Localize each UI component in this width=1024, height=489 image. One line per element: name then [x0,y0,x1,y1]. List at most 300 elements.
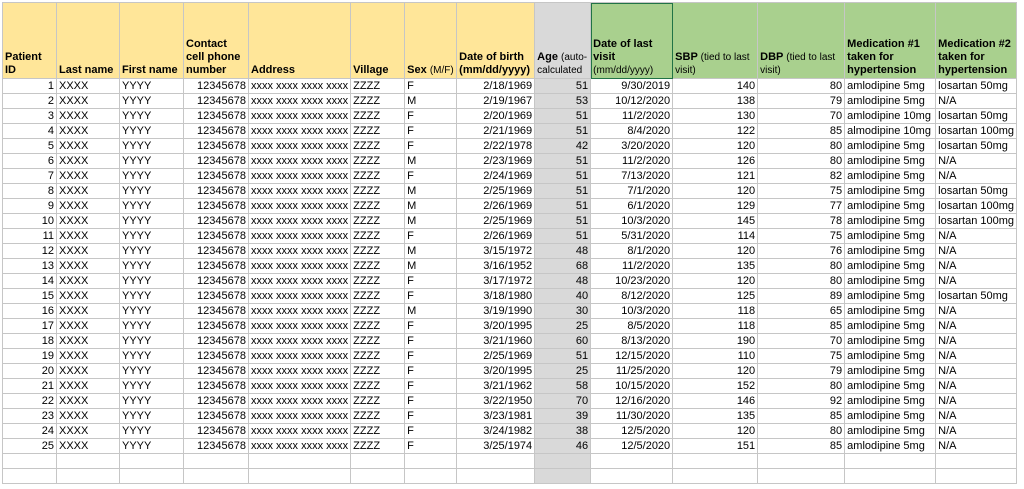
empty-cell[interactable] [758,469,845,484]
empty-cell[interactable] [57,454,120,469]
cell-contact[interactable]: 12345678 [184,154,249,169]
cell-medication-1[interactable]: amlodipine 5mg [845,154,936,169]
cell-contact[interactable]: 12345678 [184,94,249,109]
cell-patient-id[interactable]: 25 [3,439,57,454]
cell-dob[interactable]: 2/19/1967 [457,94,535,109]
cell-last-name[interactable]: XXXX [57,169,120,184]
cell-dbp[interactable]: 79 [758,364,845,379]
cell-sbp[interactable]: 110 [673,349,758,364]
cell-contact[interactable]: 12345678 [184,139,249,154]
cell-sex[interactable]: M [405,214,457,229]
cell-contact[interactable]: 12345678 [184,394,249,409]
cell-dbp[interactable]: 80 [758,139,845,154]
cell-first-name[interactable]: YYYY [120,304,184,319]
cell-age[interactable]: 51 [535,184,591,199]
cell-first-name[interactable]: YYYY [120,274,184,289]
cell-first-name[interactable]: YYYY [120,244,184,259]
cell-medication-1[interactable]: amlodipine 5mg [845,364,936,379]
cell-contact[interactable]: 12345678 [184,79,249,94]
cell-sex[interactable]: M [405,154,457,169]
cell-dbp[interactable]: 80 [758,79,845,94]
cell-last-visit[interactable]: 8/13/2020 [591,334,673,349]
cell-dob[interactable]: 3/17/1972 [457,274,535,289]
cell-last-visit[interactable]: 12/16/2020 [591,394,673,409]
cell-sex[interactable]: M [405,184,457,199]
cell-last-name[interactable]: XXXX [57,439,120,454]
cell-sex[interactable]: M [405,304,457,319]
cell-medication-1[interactable]: amlodipine 5mg [845,229,936,244]
cell-contact[interactable]: 12345678 [184,334,249,349]
cell-dob[interactable]: 2/21/1969 [457,124,535,139]
cell-medication-1[interactable]: amlodipine 5mg [845,79,936,94]
cell-sbp[interactable]: 118 [673,304,758,319]
cell-last-name[interactable]: XXXX [57,244,120,259]
cell-contact[interactable]: 12345678 [184,424,249,439]
cell-contact[interactable]: 12345678 [184,289,249,304]
cell-first-name[interactable]: YYYY [120,439,184,454]
cell-contact[interactable]: 12345678 [184,229,249,244]
cell-medication-1[interactable]: amlodipine 5mg [845,379,936,394]
cell-contact[interactable]: 12345678 [184,274,249,289]
cell-last-name[interactable]: XXXX [57,199,120,214]
cell-patient-id[interactable]: 1 [3,79,57,94]
empty-cell[interactable] [591,454,673,469]
cell-contact[interactable]: 12345678 [184,199,249,214]
cell-age[interactable]: 53 [535,94,591,109]
cell-patient-id[interactable]: 6 [3,154,57,169]
empty-cell[interactable] [673,454,758,469]
cell-address[interactable]: xxxx xxxx xxxx xxxx [249,439,351,454]
cell-patient-id[interactable]: 8 [3,184,57,199]
empty-cell[interactable] [936,454,1017,469]
cell-age[interactable]: 51 [535,79,591,94]
cell-sbp[interactable]: 120 [673,364,758,379]
header-sex[interactable]: Sex (M/F) [405,3,457,79]
cell-last-visit[interactable]: 8/12/2020 [591,289,673,304]
header-contact[interactable]: Contact cell phone number [184,3,249,79]
cell-village[interactable]: ZZZZ [351,349,405,364]
cell-patient-id[interactable]: 4 [3,124,57,139]
cell-village[interactable]: ZZZZ [351,319,405,334]
cell-dbp[interactable]: 85 [758,319,845,334]
cell-age[interactable]: 58 [535,379,591,394]
cell-sex[interactable]: F [405,289,457,304]
cell-first-name[interactable]: YYYY [120,79,184,94]
cell-last-name[interactable]: XXXX [57,184,120,199]
cell-first-name[interactable]: YYYY [120,94,184,109]
empty-cell[interactable] [184,469,249,484]
cell-patient-id[interactable]: 15 [3,289,57,304]
cell-last-visit[interactable]: 10/3/2020 [591,304,673,319]
cell-patient-id[interactable]: 13 [3,259,57,274]
cell-last-visit[interactable]: 12/15/2020 [591,349,673,364]
empty-cell[interactable] [673,469,758,484]
cell-sbp[interactable]: 190 [673,334,758,349]
cell-medication-2[interactable]: losartan 100mg [936,214,1017,229]
cell-address[interactable]: xxxx xxxx xxxx xxxx [249,169,351,184]
cell-dbp[interactable]: 92 [758,394,845,409]
cell-medication-1[interactable]: amlodipine 5mg [845,169,936,184]
cell-medication-2[interactable]: N/A [936,274,1017,289]
header-sbp[interactable]: SBP (tied to last visit) [673,3,758,79]
header-address[interactable]: Address [249,3,351,79]
cell-dob[interactable]: 2/22/1978 [457,139,535,154]
cell-age[interactable]: 46 [535,439,591,454]
cell-dbp[interactable]: 85 [758,409,845,424]
cell-medication-2[interactable]: N/A [936,94,1017,109]
header-dbp[interactable]: DBP (tied to last visit) [758,3,845,79]
cell-medication-2[interactable]: N/A [936,349,1017,364]
cell-medication-2[interactable]: N/A [936,244,1017,259]
cell-medication-1[interactable]: amlodipine 5mg [845,319,936,334]
cell-first-name[interactable]: YYYY [120,169,184,184]
cell-sex[interactable]: F [405,364,457,379]
cell-dob[interactable]: 2/26/1969 [457,229,535,244]
cell-contact[interactable]: 12345678 [184,379,249,394]
empty-cell[interactable] [405,454,457,469]
cell-sex[interactable]: F [405,274,457,289]
cell-sbp[interactable]: 146 [673,394,758,409]
cell-last-name[interactable]: XXXX [57,154,120,169]
cell-last-visit[interactable]: 11/30/2020 [591,409,673,424]
cell-sbp[interactable]: 120 [673,424,758,439]
cell-address[interactable]: xxxx xxxx xxxx xxxx [249,319,351,334]
cell-first-name[interactable]: YYYY [120,139,184,154]
cell-medication-1[interactable]: amlodipine 5mg [845,424,936,439]
cell-sbp[interactable]: 120 [673,244,758,259]
cell-contact[interactable]: 12345678 [184,244,249,259]
header-age[interactable]: Age (auto-calculated [535,3,591,79]
cell-first-name[interactable]: YYYY [120,364,184,379]
cell-address[interactable]: xxxx xxxx xxxx xxxx [249,349,351,364]
cell-age[interactable]: 40 [535,289,591,304]
cell-last-visit[interactable]: 10/3/2020 [591,214,673,229]
cell-age[interactable]: 51 [535,169,591,184]
cell-medication-1[interactable]: amlodipine 5mg [845,139,936,154]
cell-medication-1[interactable]: amlodipine 5mg [845,304,936,319]
empty-cell[interactable] [457,469,535,484]
cell-dob[interactable]: 2/25/1969 [457,214,535,229]
cell-village[interactable]: ZZZZ [351,184,405,199]
empty-cell[interactable] [249,469,351,484]
cell-address[interactable]: xxxx xxxx xxxx xxxx [249,304,351,319]
cell-village[interactable]: ZZZZ [351,124,405,139]
cell-address[interactable]: xxxx xxxx xxxx xxxx [249,94,351,109]
cell-village[interactable]: ZZZZ [351,154,405,169]
cell-first-name[interactable]: YYYY [120,379,184,394]
cell-dob[interactable]: 3/22/1950 [457,394,535,409]
cell-village[interactable]: ZZZZ [351,439,405,454]
cell-dbp[interactable]: 85 [758,124,845,139]
cell-dob[interactable]: 2/20/1969 [457,109,535,124]
cell-medication-1[interactable]: amlodipine 5mg [845,214,936,229]
cell-village[interactable]: ZZZZ [351,274,405,289]
empty-cell[interactable] [3,454,57,469]
cell-age[interactable]: 38 [535,424,591,439]
cell-last-name[interactable]: XXXX [57,229,120,244]
cell-last-visit[interactable]: 5/31/2020 [591,229,673,244]
cell-last-visit[interactable]: 10/23/2020 [591,274,673,289]
cell-age[interactable]: 51 [535,214,591,229]
cell-sbp[interactable]: 140 [673,79,758,94]
cell-village[interactable]: ZZZZ [351,94,405,109]
cell-village[interactable]: ZZZZ [351,259,405,274]
cell-medication-2[interactable]: losartan 50mg [936,109,1017,124]
cell-age[interactable]: 25 [535,364,591,379]
empty-cell[interactable] [758,454,845,469]
header-patient-id[interactable]: Patient ID [3,3,57,79]
cell-address[interactable]: xxxx xxxx xxxx xxxx [249,199,351,214]
cell-sbp[interactable]: 129 [673,199,758,214]
cell-sbp[interactable]: 138 [673,94,758,109]
cell-sex[interactable]: F [405,349,457,364]
cell-last-name[interactable]: XXXX [57,319,120,334]
cell-first-name[interactable]: YYYY [120,124,184,139]
cell-dob[interactable]: 3/16/1952 [457,259,535,274]
cell-sbp[interactable]: 135 [673,409,758,424]
cell-dbp[interactable]: 89 [758,289,845,304]
cell-contact[interactable]: 12345678 [184,364,249,379]
empty-cell[interactable] [120,469,184,484]
empty-cell[interactable] [351,469,405,484]
cell-sbp[interactable]: 120 [673,139,758,154]
cell-last-visit[interactable]: 7/1/2020 [591,184,673,199]
cell-address[interactable]: xxxx xxxx xxxx xxxx [249,274,351,289]
cell-sex[interactable]: M [405,199,457,214]
cell-dob[interactable]: 3/19/1990 [457,304,535,319]
empty-cell[interactable] [845,454,936,469]
cell-dob[interactable]: 2/25/1969 [457,184,535,199]
cell-first-name[interactable]: YYYY [120,424,184,439]
cell-contact[interactable]: 12345678 [184,439,249,454]
cell-contact[interactable]: 12345678 [184,349,249,364]
cell-address[interactable]: xxxx xxxx xxxx xxxx [249,184,351,199]
empty-cell[interactable] [936,469,1017,484]
cell-dob[interactable]: 3/23/1981 [457,409,535,424]
cell-dob[interactable]: 3/15/1972 [457,244,535,259]
cell-medication-2[interactable]: losartan 50mg [936,184,1017,199]
cell-patient-id[interactable]: 20 [3,364,57,379]
cell-medication-1[interactable]: amlodipine 5mg [845,199,936,214]
cell-sbp[interactable]: 118 [673,319,758,334]
cell-last-name[interactable]: XXXX [57,139,120,154]
cell-age[interactable]: 51 [535,229,591,244]
cell-first-name[interactable]: YYYY [120,259,184,274]
cell-sex[interactable]: F [405,124,457,139]
cell-patient-id[interactable]: 22 [3,394,57,409]
cell-medication-2[interactable]: losartan 50mg [936,79,1017,94]
cell-sbp[interactable]: 114 [673,229,758,244]
cell-address[interactable]: xxxx xxxx xxxx xxxx [249,124,351,139]
cell-sbp[interactable]: 152 [673,379,758,394]
cell-contact[interactable]: 12345678 [184,169,249,184]
cell-dob[interactable]: 2/18/1969 [457,79,535,94]
header-first-name[interactable]: First name [120,3,184,79]
cell-address[interactable]: xxxx xxxx xxxx xxxx [249,409,351,424]
cell-last-visit[interactable]: 11/25/2020 [591,364,673,379]
cell-last-visit[interactable]: 10/15/2020 [591,379,673,394]
cell-age[interactable]: 51 [535,154,591,169]
cell-sex[interactable]: F [405,79,457,94]
cell-dbp[interactable]: 65 [758,304,845,319]
cell-patient-id[interactable]: 21 [3,379,57,394]
empty-cell[interactable] [249,454,351,469]
cell-village[interactable]: ZZZZ [351,289,405,304]
cell-dob[interactable]: 3/20/1995 [457,364,535,379]
cell-age[interactable]: 25 [535,319,591,334]
cell-medication-2[interactable]: losartan 50mg [936,289,1017,304]
cell-medication-2[interactable]: losartan 100mg [936,199,1017,214]
cell-patient-id[interactable]: 17 [3,319,57,334]
cell-first-name[interactable]: YYYY [120,334,184,349]
cell-first-name[interactable]: YYYY [120,289,184,304]
cell-patient-id[interactable]: 7 [3,169,57,184]
cell-village[interactable]: ZZZZ [351,214,405,229]
cell-sex[interactable]: F [405,409,457,424]
cell-contact[interactable]: 12345678 [184,409,249,424]
cell-medication-2[interactable]: N/A [936,229,1017,244]
cell-dob[interactable]: 2/26/1969 [457,199,535,214]
cell-dbp[interactable]: 75 [758,229,845,244]
cell-sbp[interactable]: 120 [673,184,758,199]
cell-first-name[interactable]: YYYY [120,409,184,424]
cell-patient-id[interactable]: 18 [3,334,57,349]
cell-age[interactable]: 42 [535,139,591,154]
cell-age[interactable]: 30 [535,304,591,319]
cell-age[interactable]: 48 [535,274,591,289]
cell-address[interactable]: xxxx xxxx xxxx xxxx [249,244,351,259]
cell-dob[interactable]: 3/21/1962 [457,379,535,394]
cell-sbp[interactable]: 121 [673,169,758,184]
cell-last-visit[interactable]: 11/2/2020 [591,259,673,274]
cell-last-visit[interactable]: 3/20/2020 [591,139,673,154]
cell-patient-id[interactable]: 9 [3,199,57,214]
cell-last-visit[interactable]: 11/2/2020 [591,109,673,124]
cell-dbp[interactable]: 75 [758,184,845,199]
cell-last-name[interactable]: XXXX [57,94,120,109]
cell-patient-id[interactable]: 11 [3,229,57,244]
cell-patient-id[interactable]: 23 [3,409,57,424]
cell-last-name[interactable]: XXXX [57,259,120,274]
cell-dbp[interactable]: 80 [758,424,845,439]
cell-contact[interactable]: 12345678 [184,124,249,139]
cell-last-visit[interactable]: 6/1/2020 [591,199,673,214]
cell-medication-1[interactable]: amlodipine 5mg [845,409,936,424]
cell-age[interactable]: 51 [535,109,591,124]
cell-dbp[interactable]: 80 [758,259,845,274]
cell-village[interactable]: ZZZZ [351,244,405,259]
cell-address[interactable]: xxxx xxxx xxxx xxxx [249,109,351,124]
cell-patient-id[interactable]: 3 [3,109,57,124]
cell-medication-1[interactable]: amlodipine 5mg [845,289,936,304]
cell-village[interactable]: ZZZZ [351,139,405,154]
cell-sex[interactable]: F [405,229,457,244]
cell-last-visit[interactable]: 11/2/2020 [591,154,673,169]
cell-sbp[interactable]: 145 [673,214,758,229]
cell-last-name[interactable]: XXXX [57,274,120,289]
cell-last-visit[interactable]: 10/12/2020 [591,94,673,109]
cell-first-name[interactable]: YYYY [120,199,184,214]
cell-patient-id[interactable]: 12 [3,244,57,259]
cell-last-name[interactable]: XXXX [57,424,120,439]
cell-dob[interactable]: 3/21/1960 [457,334,535,349]
cell-last-visit[interactable]: 8/4/2020 [591,124,673,139]
cell-dbp[interactable]: 76 [758,244,845,259]
cell-sbp[interactable]: 151 [673,439,758,454]
cell-medication-1[interactable]: amlodipine 5mg [845,274,936,289]
cell-medication-1[interactable]: amlodipine 5mg [845,334,936,349]
cell-village[interactable]: ZZZZ [351,79,405,94]
cell-last-name[interactable]: XXXX [57,124,120,139]
cell-sex[interactable]: F [405,139,457,154]
cell-dbp[interactable]: 80 [758,379,845,394]
cell-sbp[interactable]: 135 [673,259,758,274]
cell-first-name[interactable]: YYYY [120,154,184,169]
cell-sex[interactable]: F [405,109,457,124]
empty-cell[interactable] [57,469,120,484]
cell-medication-1[interactable]: amlodipine 5mg [845,94,936,109]
cell-dob[interactable]: 3/25/1974 [457,439,535,454]
cell-medication-2[interactable]: N/A [936,364,1017,379]
cell-last-name[interactable]: XXXX [57,394,120,409]
cell-last-visit[interactable]: 12/5/2020 [591,439,673,454]
cell-medication-1[interactable]: amlodipine 5mg [845,184,936,199]
cell-medication-2[interactable]: N/A [936,334,1017,349]
cell-village[interactable]: ZZZZ [351,229,405,244]
cell-last-name[interactable]: XXXX [57,409,120,424]
cell-village[interactable]: ZZZZ [351,169,405,184]
cell-address[interactable]: xxxx xxxx xxxx xxxx [249,154,351,169]
cell-medication-2[interactable]: N/A [936,409,1017,424]
empty-cell[interactable] [535,454,591,469]
cell-first-name[interactable]: YYYY [120,229,184,244]
cell-last-visit[interactable]: 7/13/2020 [591,169,673,184]
cell-medication-1[interactable]: amlodipine 5mg [845,244,936,259]
cell-sbp[interactable]: 125 [673,289,758,304]
cell-address[interactable]: xxxx xxxx xxxx xxxx [249,139,351,154]
cell-address[interactable]: xxxx xxxx xxxx xxxx [249,214,351,229]
cell-age[interactable]: 68 [535,259,591,274]
cell-dob[interactable]: 2/25/1969 [457,349,535,364]
cell-address[interactable]: xxxx xxxx xxxx xxxx [249,289,351,304]
cell-last-name[interactable]: XXXX [57,364,120,379]
cell-last-visit[interactable]: 8/5/2020 [591,319,673,334]
empty-cell[interactable] [3,469,57,484]
cell-sex[interactable]: F [405,439,457,454]
cell-last-name[interactable]: XXXX [57,349,120,364]
header-last-visit[interactable]: Date of last visit (mm/dd/yyyy) [591,3,673,79]
empty-cell[interactable] [457,454,535,469]
cell-contact[interactable]: 12345678 [184,304,249,319]
empty-cell[interactable] [184,454,249,469]
cell-village[interactable]: ZZZZ [351,394,405,409]
cell-medication-2[interactable]: losartan 100mg [936,124,1017,139]
cell-first-name[interactable]: YYYY [120,394,184,409]
cell-address[interactable]: xxxx xxxx xxxx xxxx [249,79,351,94]
cell-medication-1[interactable]: almodipine 10mg [845,124,936,139]
cell-village[interactable]: ZZZZ [351,424,405,439]
cell-dob[interactable]: 3/18/1980 [457,289,535,304]
cell-sbp[interactable]: 130 [673,109,758,124]
cell-patient-id[interactable]: 16 [3,304,57,319]
cell-village[interactable]: ZZZZ [351,334,405,349]
cell-medication-1[interactable]: amlodipine 5mg [845,394,936,409]
cell-sex[interactable]: F [405,169,457,184]
cell-dbp[interactable]: 70 [758,109,845,124]
cell-patient-id[interactable]: 10 [3,214,57,229]
cell-first-name[interactable]: YYYY [120,184,184,199]
cell-medication-2[interactable]: N/A [936,394,1017,409]
